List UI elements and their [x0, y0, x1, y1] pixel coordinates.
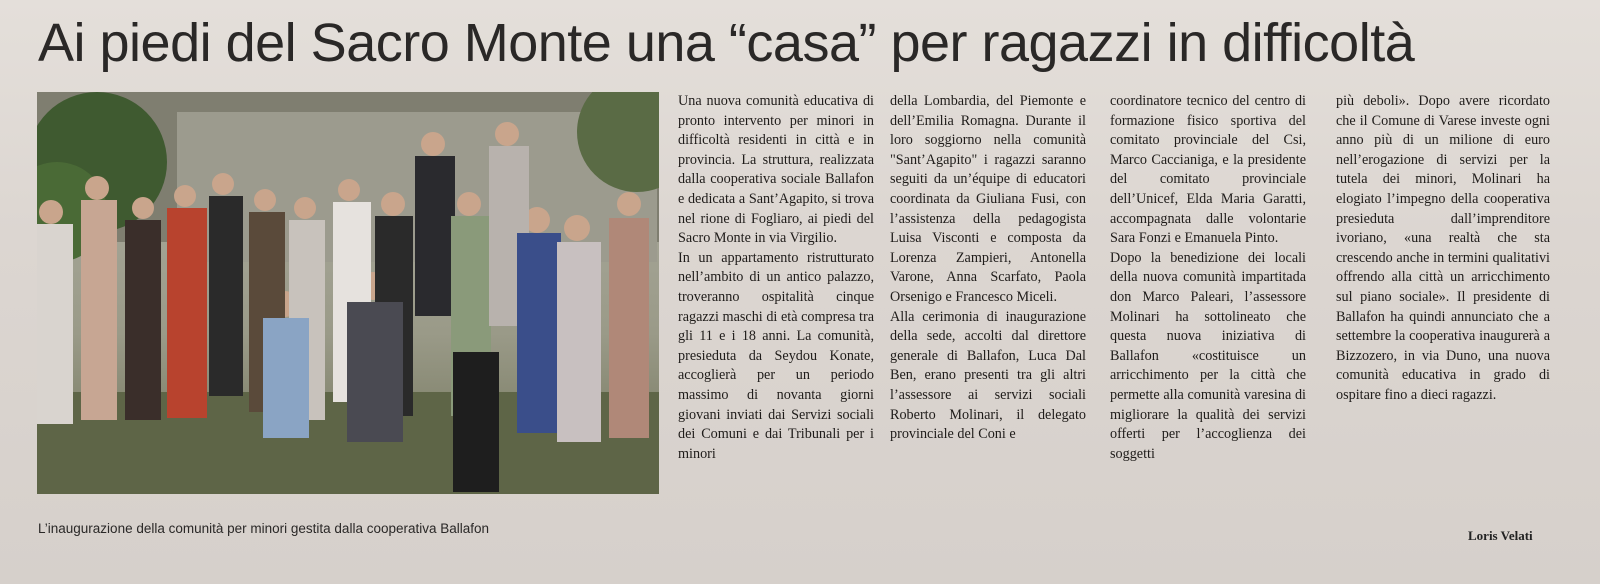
- article-column-2: [890, 92, 1086, 445]
- column-3-paragraph-1: coordinatore tecnico del centro di formazione fisico sportiva del comitato provinciale del Csi, Marco Caccianiga, e la presidente del comitato provinciale dell’Unicef, Elda Maria Garatti, accompagnata dalle volontarie Sara Fonzi e Emanuela Pinto.: [1110, 93, 1306, 247]
- headline: Ai piedi del Sacro Monte una “casa” per ragazzi in difficoltà: [38, 13, 1415, 73]
- column-2-paragraph-1: della Lombardia, del Piemonte e dell’Emilia Romagna. Durante il loro soggiorno nella comunità "Sant’Agapito" i ragazzi saranno seguiti da un’équipe di educatori coordinata da Giuliana Fusi, con l’assistenza della pedagogista Luisa Visconti e composta da Lorenza Zampieri, Antonella Varone, Anna Scarfato, Paola Orsenigo e Francesco Miceli.: [890, 93, 1086, 305]
- article-column-3: [1110, 92, 1306, 464]
- article-column-4: [1336, 92, 1550, 406]
- column-1-paragraph-1: Una nuova comunità educativa di pronto intervento per minori in difficoltà residenti in città e in provincia. La struttura, realizzata dalla cooperativa sociale Ballafon e dedicata a Sant’Agapito, si trova nel rione di Fogliaro, ai piedi del Sacro Monte in via Virgilio.: [678, 93, 874, 247]
- article-column-1: [678, 92, 874, 464]
- column-1-paragraph-2: In un appartamento ristrutturato nell’ambito di un antico palazzo, troveranno ospitalità cinque ragazzi maschi di età compresa tra gli 11 e i 18 anni. La comunità, presieduta da Seydou Konate, accoglierà per un periodo massimo di novanta giorni giovani inviati dai Servizi sociali dei Comuni e dai Tribunali per i minori: [678, 249, 874, 462]
- photo-caption: L’inaugurazione della comunità per minori gestita dalla cooperativa Ballafon: [38, 521, 490, 536]
- column-3-paragraph-2: Dopo la benedizione dei locali della nuova comunità impartitada don Marco Paleari, l’assessore Molinari ha sottolineato che questa nuova iniziativa di Ballafon «costituisce un arricchimento per la città che permette alla comunità varesina di migliorare la qualità dei servizi offerti per l’accoglienza dei soggetti: [1110, 249, 1306, 462]
- byline: Loris Velati: [1468, 528, 1533, 543]
- column-4-paragraph-1: più deboli». Dopo avere ricordato che il Comune di Varese investe ogni anno più di un milione di euro nell’erogazione di servizi per la tutela dei minori, Molinari ha elogiato l’impegno della cooperativa presieduta dall’imprenditore ivoriano, «una realtà che sta crescendo anche in termini qualitativi offrendo alla città un arricchimento sul piano sociale». Il presidente di Ballafon ha quindi annunciato che a settembre la cooperativa inaugurerà a Bizzozero, in via Duno, una nuova comunità educativa in grado di ospitare fino a dieci ragazzi.: [1336, 93, 1550, 403]
- group-photo: [37, 92, 659, 494]
- column-2-paragraph-2: Alla cerimonia di inaugurazione della sede, accolti dal direttore generale di Ballafon, Luca Dal Ben, erano presenti tra gli altri l’assessore ai servizi sociali Roberto Molinari, il delegato provinciale del Coni e: [890, 308, 1086, 443]
